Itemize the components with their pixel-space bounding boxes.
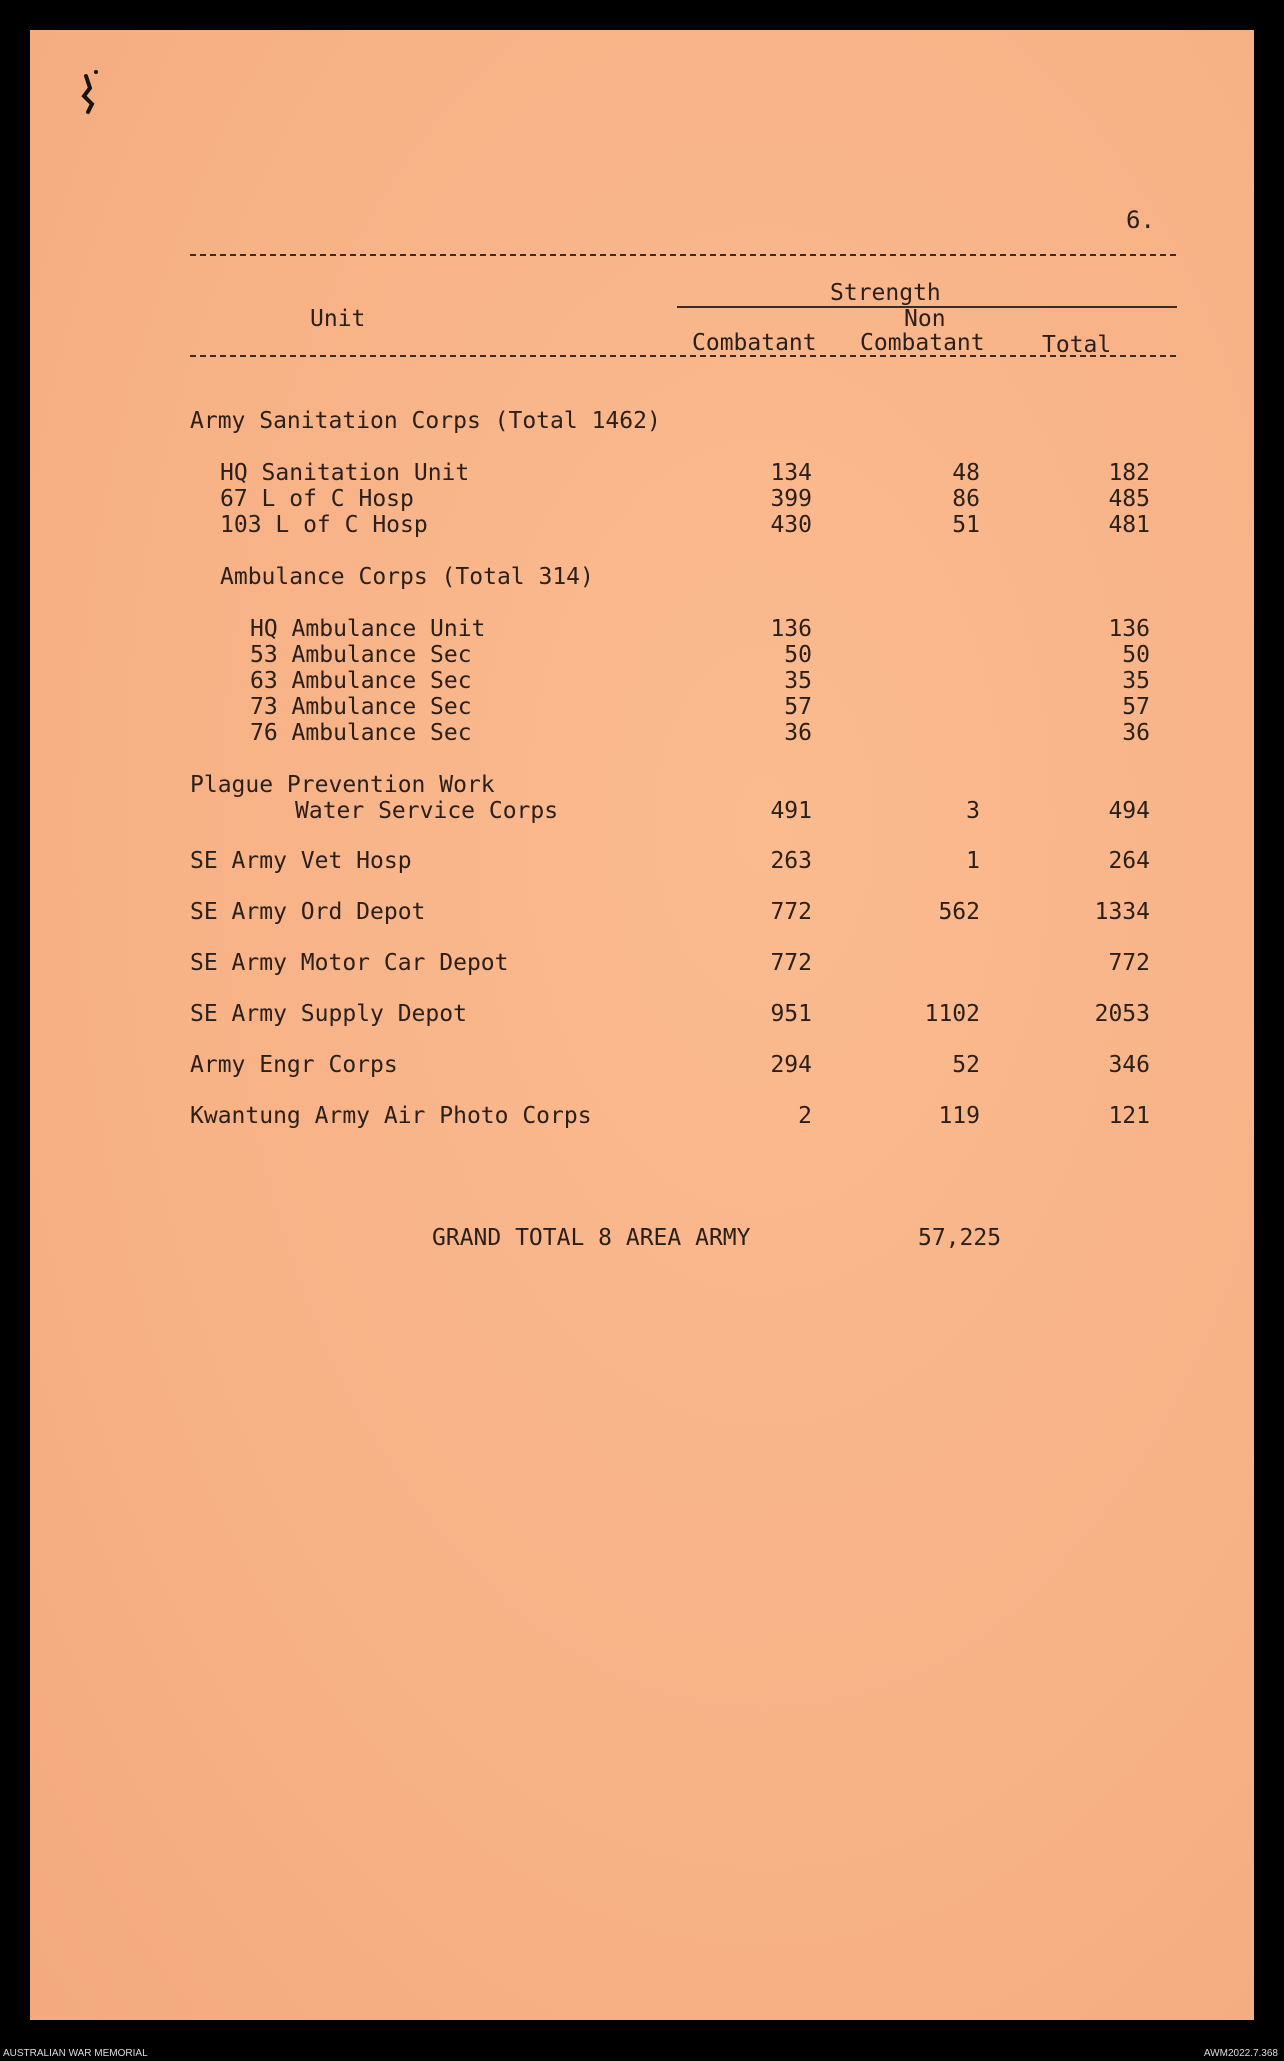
total-value: 36 xyxy=(1122,720,1150,746)
total-value: 50 xyxy=(1122,642,1150,668)
header-non-combatant: Combatant xyxy=(860,330,985,356)
grand-total-label: GRAND TOTAL 8 AREA ARMY xyxy=(432,1225,751,1251)
combatant-value: 136 xyxy=(770,616,812,642)
unit-name: SE Army Supply Depot xyxy=(190,1001,467,1027)
table-row xyxy=(30,694,1254,720)
top-rule xyxy=(190,254,1176,256)
combatant-value: 2 xyxy=(798,1103,812,1129)
page-number: 6. xyxy=(1126,206,1155,234)
unit-name: 63 Ambulance Sec xyxy=(250,668,472,694)
section-title-text: Army Sanitation Corps (Total 1462) xyxy=(190,408,661,434)
combatant-value: 134 xyxy=(770,460,812,486)
header-strength: Strength xyxy=(830,280,941,306)
document-page xyxy=(30,30,1254,2020)
combatant-value: 36 xyxy=(784,720,812,746)
unit-name: SE Army Ord Depot xyxy=(190,899,426,925)
total-value: 182 xyxy=(1108,460,1150,486)
header-non: Non xyxy=(904,306,946,332)
unit-name: SE Army Motor Car Depot xyxy=(190,950,509,976)
non-combatant-value: 52 xyxy=(952,1052,980,1078)
non-combatant-value: 86 xyxy=(952,486,980,512)
header-combatant: Combatant xyxy=(692,330,817,356)
combatant-value: 263 xyxy=(770,848,812,874)
table-row-label-line xyxy=(30,772,1254,798)
combatant-value: 772 xyxy=(770,950,812,976)
unit-name: Army Engr Corps xyxy=(190,1052,398,1078)
total-value: 1334 xyxy=(1094,899,1150,925)
table-row xyxy=(30,486,1254,512)
total-value: 136 xyxy=(1108,616,1150,642)
combatant-value: 294 xyxy=(770,1052,812,1078)
footer-right: AWM2022.7.368 xyxy=(1203,2048,1278,2059)
total-value: 2053 xyxy=(1094,1001,1150,1027)
combatant-value: 951 xyxy=(770,1001,812,1027)
unit-name: 76 Ambulance Sec xyxy=(250,720,472,746)
unit-name: Kwantung Army Air Photo Corps xyxy=(190,1103,592,1129)
total-value: 57 xyxy=(1122,694,1150,720)
footer-left: AUSTRALIAN WAR MEMORIAL xyxy=(3,2048,148,2059)
unit-name: HQ Sanitation Unit xyxy=(220,460,470,486)
combatant-value: 430 xyxy=(770,512,812,538)
table-row xyxy=(30,950,1254,976)
unit-name: HQ Ambulance Unit xyxy=(250,616,486,642)
non-combatant-value: 119 xyxy=(938,1103,980,1129)
table-row xyxy=(30,460,1254,486)
combatant-value: 399 xyxy=(770,486,812,512)
total-value: 346 xyxy=(1108,1052,1150,1078)
total-value: 481 xyxy=(1108,512,1150,538)
non-combatant-value: 3 xyxy=(966,798,980,824)
section-title xyxy=(30,564,1254,590)
total-value: 35 xyxy=(1122,668,1150,694)
unit-name: 67 L of C Hosp xyxy=(220,486,414,512)
unit-name: 53 Ambulance Sec xyxy=(250,642,472,668)
unit-name: 73 Ambulance Sec xyxy=(250,694,472,720)
unit-name: SE Army Vet Hosp xyxy=(190,848,412,874)
combatant-value: 50 xyxy=(784,642,812,668)
header-rule xyxy=(190,355,1176,357)
unit-name: Water Service Corps xyxy=(295,798,559,824)
section-title xyxy=(30,408,1254,434)
combatant-value: 772 xyxy=(770,899,812,925)
table-row xyxy=(30,899,1254,925)
header-total: Total xyxy=(1042,332,1112,358)
table-row xyxy=(30,1052,1254,1078)
ink-mark-icon xyxy=(72,68,102,118)
total-value: 772 xyxy=(1108,950,1150,976)
header-unit: Unit xyxy=(310,306,366,332)
table-row xyxy=(30,848,1254,874)
total-value: 264 xyxy=(1108,848,1150,874)
total-value: 485 xyxy=(1108,486,1150,512)
combatant-value: 35 xyxy=(784,668,812,694)
table-row xyxy=(30,1103,1254,1129)
non-combatant-value: 48 xyxy=(952,460,980,486)
table-row xyxy=(30,616,1254,642)
combatant-value: 57 xyxy=(784,694,812,720)
table-row xyxy=(30,512,1254,538)
table-row xyxy=(30,642,1254,668)
total-value: 494 xyxy=(1108,798,1150,824)
unit-name: 103 L of C Hosp xyxy=(220,512,428,538)
combatant-value: 491 xyxy=(770,798,812,824)
table-row xyxy=(30,720,1254,746)
non-combatant-value: 1 xyxy=(966,848,980,874)
table-row xyxy=(30,798,1254,824)
non-combatant-value: 562 xyxy=(938,899,980,925)
table-row xyxy=(30,668,1254,694)
grand-total-value: 57,225 xyxy=(918,1225,1002,1251)
total-value: 121 xyxy=(1108,1103,1150,1129)
table-row xyxy=(30,1001,1254,1027)
section-title-text: Ambulance Corps (Total 314) xyxy=(220,564,594,590)
non-combatant-value: 51 xyxy=(952,512,980,538)
non-combatant-value: 1102 xyxy=(924,1001,980,1027)
unit-name-line1: Plague Prevention Work xyxy=(190,772,495,798)
